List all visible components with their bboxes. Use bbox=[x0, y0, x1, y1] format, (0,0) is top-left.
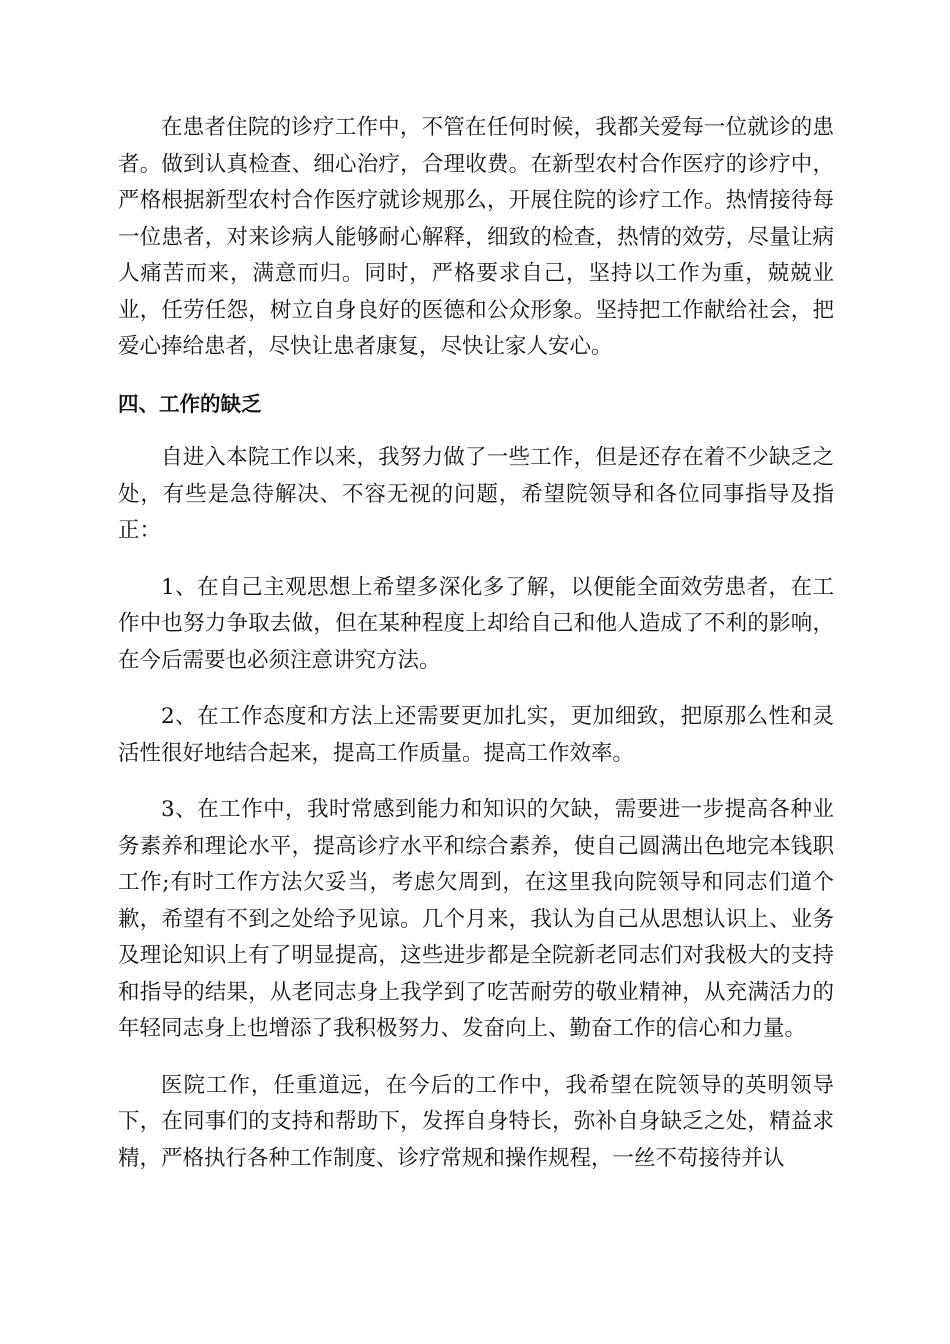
paragraph-conclusion: 医院工作，任重道远，在今后的工作中，我希望在院领导的英明领导下，在同事们的支持和帮助下，发挥自身特长，弥补自身缺乏之处，精益求精，严格执行各种工作制度、诊疗常规和操作规程，一丝不苟接待并认 bbox=[118, 1072, 834, 1171]
document-body bbox=[118, 110, 834, 1197]
paragraph-item-3: 3、在工作中，我时常感到能力和知识的欠缺，需要进一步提高各种业务素养和理论水平，提高诊疗水平和综合素养，使自己圆满出色地完本钱职工作;有时工作方法欠妥当，考虑欠周到，在这里我向院领导和同志们道个歉，希望有不到之处给予见谅。几个月来，我认为自己从思想认识上、业务及理论知识上有了明显提高，这些进步都是全院新老同志们对我极大的支持和指导的结果，从老同志身上我学到了吃苦耐劳的敬业精神，从充满活力的年轻同志身上也增添了我积极努力、发奋向上、勤奋工作的信心和力量。 bbox=[118, 797, 834, 1041]
paragraph-inpatient-care: 在患者住院的诊疗工作中，不管在任何时候，我都关爱每一位就诊的患者。做到认真检查、细心治疗，合理收费。在新型农村合作医疗的诊疗中，严格根据新型农村合作医疗就诊规那么，开展住院的诊疗工作。热情接待每一位患者，对来诊病人能够耐心解释，细致的检查，热情的效劳，尽量让病人痛苦而来，满意而归。同时，严格要求自己，坚持以工作为重，兢兢业业，任劳任怨，树立自身良好的医德和公众形象。坚持把工作献给社会，把爱心捧给患者，尽快让患者康复，尽快让家人安心。 bbox=[118, 115, 834, 359]
paragraph-item-1: 1、在自己主观思想上希望多深化多了解，以便能全面效劳患者，在工作中也努力争取去做，但在某种程度上却给自己和他人造成了不利的影响，在今后需要也必须注意讲究方法。 bbox=[118, 574, 834, 673]
section-heading: 四、工作的缺乏 bbox=[118, 391, 262, 416]
paragraph-intro-shortcomings: 自进入本院工作以来，我努力做了一些工作，但是还存在着不少缺乏之处，有些是急待解决、不容无视的问题，希望院领导和各位同事指导及指正： bbox=[118, 445, 834, 543]
paragraph-item-2: 2、在工作态度和方法上还需要更加扎实，更加细致，把原那么性和灵活性很好地结合起来，提高工作质量。提高工作效率。 bbox=[118, 704, 834, 766]
